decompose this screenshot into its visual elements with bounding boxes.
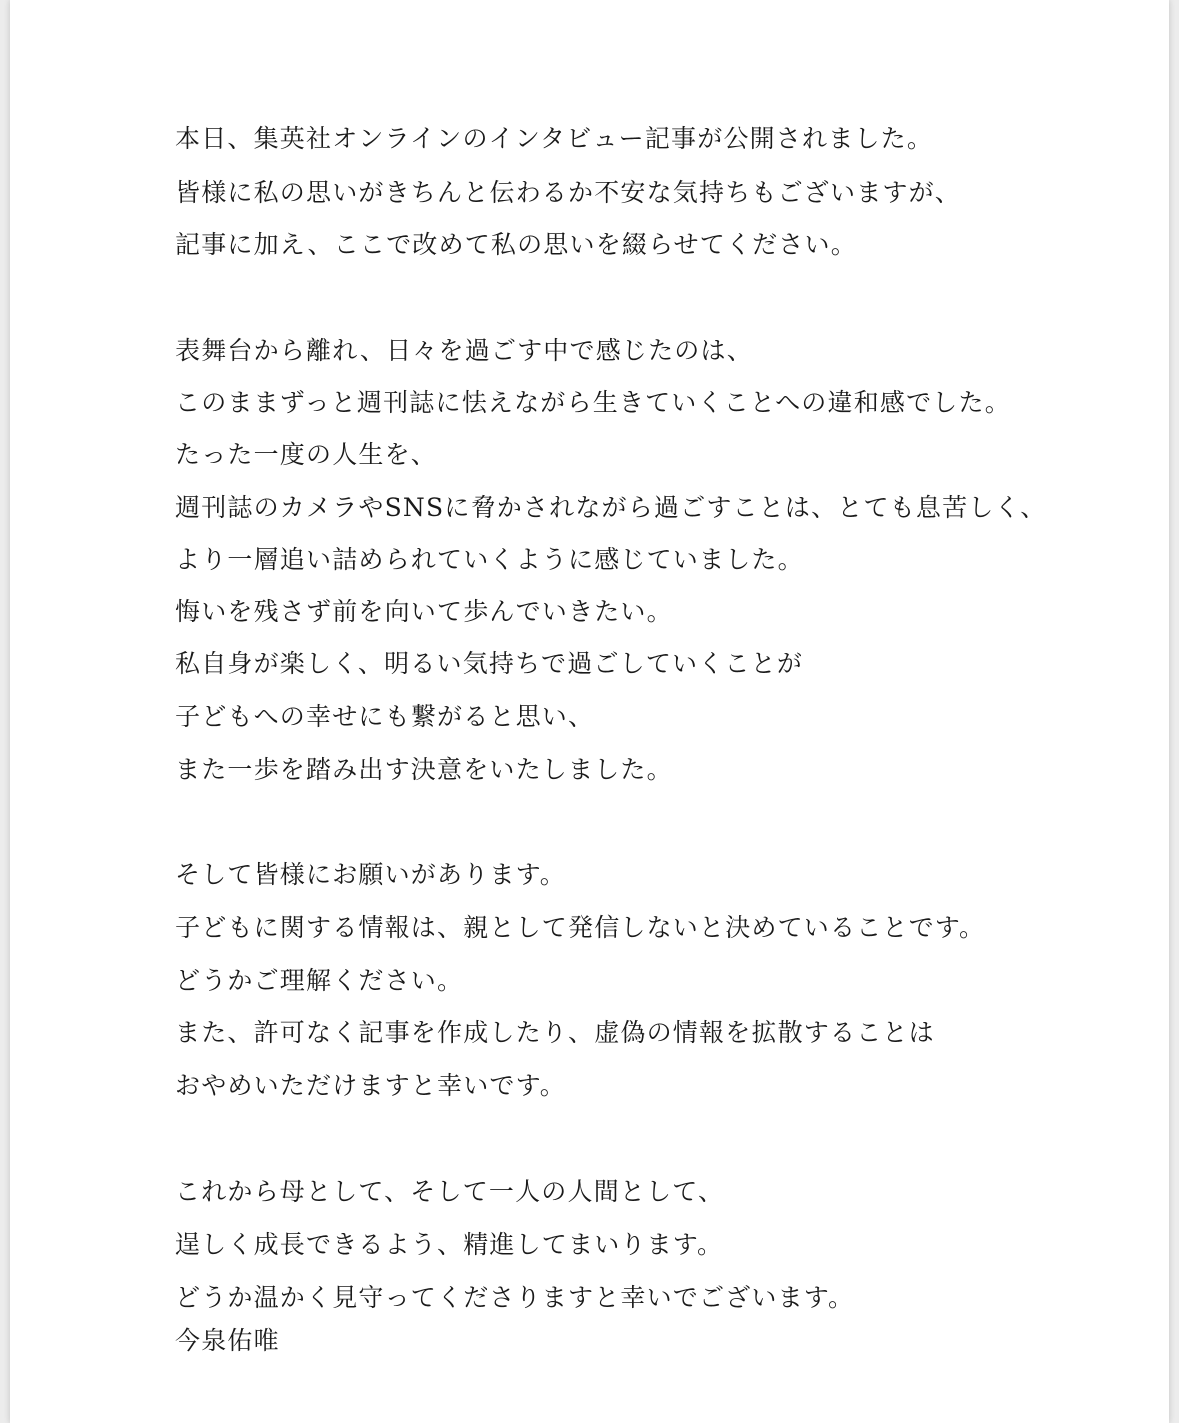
letter-line: たった一度の人生を、 bbox=[175, 440, 438, 469]
letter-line: より一層追い詰められていくように感じていました。 bbox=[175, 545, 804, 574]
letter-line: このままずっと週刊誌に怯えながら生きていくことへの違和感でした。 bbox=[175, 388, 1011, 417]
letter-line: 逞しく成長できるよう、精進してまいります。 bbox=[175, 1230, 724, 1259]
letter-line: おやめいただけますと幸いです。 bbox=[175, 1071, 567, 1100]
letter-line: 週刊誌のカメラやSNSに脅かされながら過ごすことは、とても息苦しく、 bbox=[175, 493, 1047, 522]
letter-line: どうかご理解ください。 bbox=[175, 966, 464, 995]
letter-line: 悔いを残さず前を向いて歩んでいきたい。 bbox=[175, 597, 673, 626]
signature: 今泉佑唯 bbox=[175, 1326, 280, 1355]
letter-line: 本日、集英社オンラインのインタビュー記事が公開されました。 bbox=[175, 124, 934, 153]
letter-line: どうか温かく見守ってくださりますと幸いでございます。 bbox=[175, 1283, 855, 1312]
letter-line: また、許可なく記事を作成したり、虚偽の情報を拡散することは bbox=[175, 1018, 935, 1047]
letter-line: これから母として、そして一人の人間として、 bbox=[175, 1177, 725, 1206]
letter-line: また一歩を踏み出す決意をいたしました。 bbox=[175, 755, 673, 784]
letter-line: 子どもに関する情報は、親として発信しないと決めていることです。 bbox=[175, 913, 986, 942]
letter-line: そして皆様にお願いがあります。 bbox=[175, 860, 567, 889]
letter-line: 記事に加え、ここで改めて私の思いを綴らせてください。 bbox=[175, 230, 857, 259]
document-page bbox=[10, 0, 1169, 1423]
letter-line: 表舞台から離れ、日々を過ごす中で感じたのは、 bbox=[175, 336, 753, 365]
letter-line: 皆様に私の思いがきちんと伝わるか不安な気持ちもございますが、 bbox=[175, 178, 962, 207]
letter-line: 子どもへの幸せにも繋がると思い、 bbox=[175, 702, 595, 731]
letter-line: 私自身が楽しく、明るい気持ちで過ごしていくことが bbox=[175, 649, 804, 678]
